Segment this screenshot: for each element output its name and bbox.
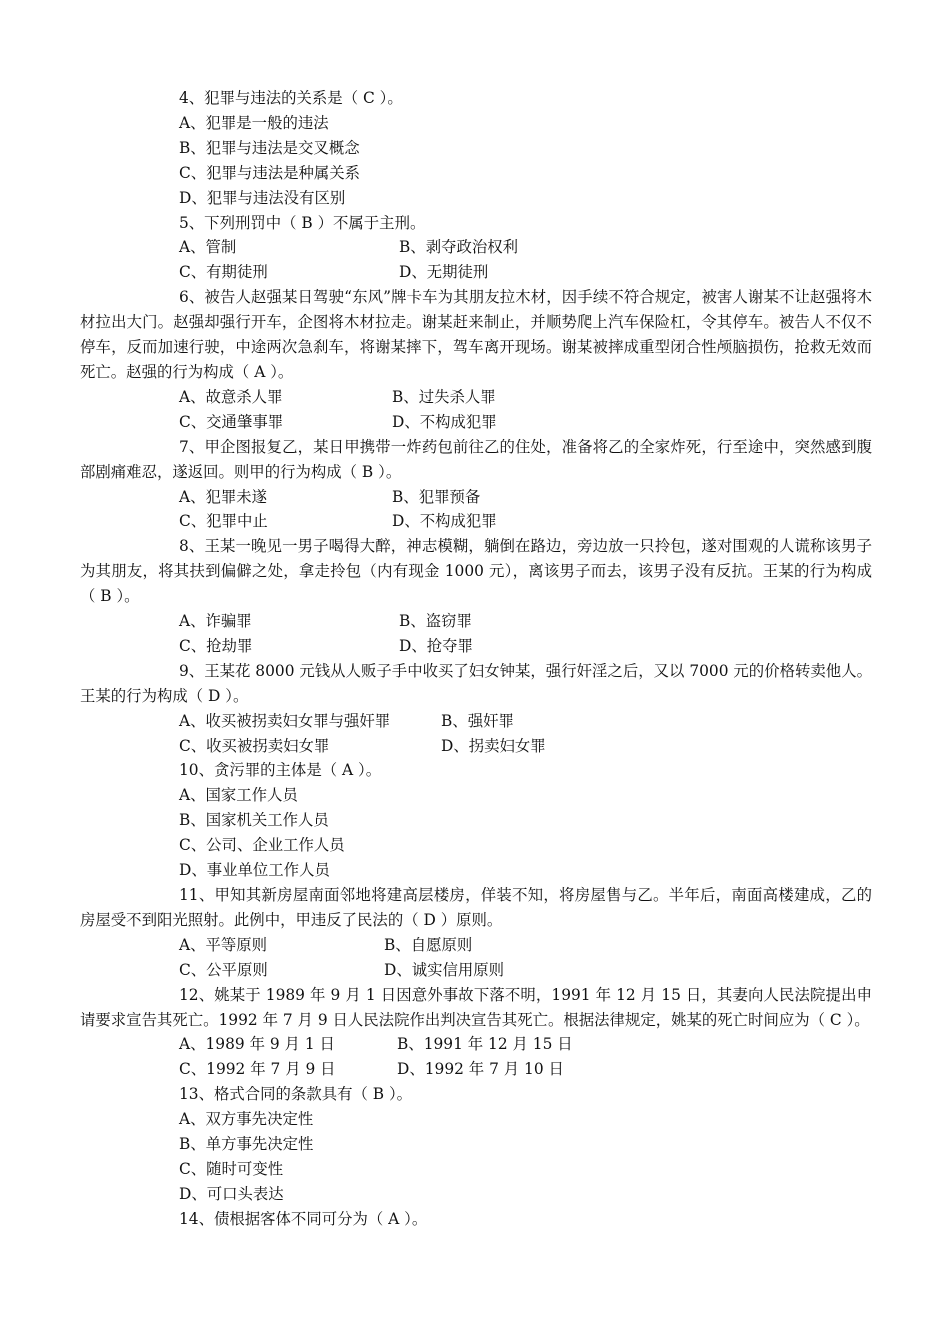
option: D、不构成犯罪 bbox=[392, 412, 497, 431]
option-row bbox=[179, 958, 872, 983]
question-stem: 10、贪污罪的主体是（ A ）。 bbox=[179, 761, 382, 780]
question-stem: 13、格式合同的条款具有（ B ）。 bbox=[179, 1085, 413, 1104]
option: D、诚实信用原则 bbox=[384, 960, 505, 979]
option: C、犯罪与违法是种属关系 bbox=[179, 163, 361, 182]
question-stem: 14、债根据客体不同可分为（ A ）。 bbox=[179, 1209, 428, 1228]
question-11 bbox=[80, 883, 872, 983]
option: A、犯罪未遂 bbox=[179, 487, 268, 506]
question-12 bbox=[80, 983, 872, 1083]
question-10 bbox=[80, 758, 872, 883]
option: C、犯罪中止 bbox=[179, 512, 268, 531]
option-row bbox=[179, 509, 872, 534]
option: C、随时可变性 bbox=[179, 1159, 284, 1178]
option: A、故意杀人罪 bbox=[179, 387, 283, 406]
question-9 bbox=[80, 659, 872, 759]
option-row bbox=[179, 385, 872, 410]
option-row bbox=[179, 235, 872, 260]
option: C、抢劫罪 bbox=[179, 636, 253, 655]
option: A、双方事先决定性 bbox=[179, 1110, 314, 1129]
question-list bbox=[80, 86, 872, 1232]
option: C、1992 年 7 月 9 日 bbox=[179, 1060, 336, 1079]
option: B、盗窃罪 bbox=[399, 612, 472, 631]
question-13 bbox=[80, 1082, 872, 1207]
option: D、犯罪与违法没有区别 bbox=[179, 188, 346, 207]
question-7 bbox=[80, 435, 872, 535]
question-14 bbox=[80, 1207, 872, 1232]
question-stem: 9、王某花 8000 元钱从人贩子手中收买了妇女钟某，强行奸淫之后，又以 7000 元的价格转卖他人。王某的行为构成（ D ）。 bbox=[80, 661, 872, 705]
option: A、管制 bbox=[179, 238, 237, 257]
option-row bbox=[179, 734, 872, 759]
question-stem: 11、甲知其新房屋南面邻地将建高层楼房，佯装不知，将房屋售与乙。半年后，南面高楼建成，乙的房屋受不到阳光照射。此例中，甲违反了民法的（ D ）原则。 bbox=[80, 886, 872, 929]
option: B、过失杀人罪 bbox=[392, 387, 496, 406]
option: A、诈骗罪 bbox=[179, 612, 252, 631]
question-stem: 12、姚某于 1989 年 9 月 1 日因意外事故下落不明，1991 年 12 月 15 日，其妻向人民法院提出申请要求宣告其死亡。1992 年 7 月 9 日人民法院作出判决宣告其死亡。根据法律规定，姚某的死亡时间应为（ C ）。 bbox=[80, 985, 872, 1029]
option-row bbox=[179, 609, 872, 634]
option: D、拐卖妇女罪 bbox=[441, 736, 546, 755]
option: B、单方事先决定性 bbox=[179, 1135, 314, 1154]
option: A、国家工作人员 bbox=[179, 786, 298, 805]
option: C、有期徒刑 bbox=[179, 263, 268, 282]
option: A、收买被拐卖妇女罪与强奸罪 bbox=[179, 711, 391, 730]
option: A、1989 年 9 月 1 日 bbox=[179, 1035, 335, 1054]
option: B、自愿原则 bbox=[384, 935, 473, 954]
option-row bbox=[179, 410, 872, 435]
option: B、犯罪预备 bbox=[392, 487, 481, 506]
option: B、犯罪与违法是交叉概念 bbox=[179, 138, 360, 157]
option-row bbox=[179, 485, 872, 510]
question-6 bbox=[80, 285, 872, 434]
option: D、可口头表达 bbox=[179, 1184, 284, 1203]
option-row bbox=[179, 1032, 872, 1057]
option-row bbox=[179, 260, 872, 285]
option: C、交通肇事罪 bbox=[179, 412, 284, 431]
option: B、1991 年 12 月 15 日 bbox=[397, 1035, 573, 1054]
option-row bbox=[179, 634, 872, 659]
option-row bbox=[179, 933, 872, 958]
option: B、强奸罪 bbox=[441, 711, 514, 730]
option-row bbox=[179, 709, 872, 734]
question-stem: 7、甲企图报复乙，某日甲携带一炸药包前往乙的住处，准备将乙的全家炸死，行至途中，突然感到腹部剧痛难忍，遂返回。则甲的行为构成（ B ）。 bbox=[80, 437, 872, 481]
option: A、平等原则 bbox=[179, 935, 268, 954]
option: D、抢夺罪 bbox=[399, 636, 473, 655]
question-stem: 5、下列刑罚中（ B ）不属于主刑。 bbox=[179, 213, 426, 232]
option: B、剥夺政治权利 bbox=[399, 238, 519, 257]
option: D、1992 年 7 月 10 日 bbox=[397, 1060, 564, 1079]
option: D、不构成犯罪 bbox=[392, 512, 497, 531]
option: D、无期徒刑 bbox=[399, 263, 489, 282]
option: D、事业单位工作人员 bbox=[179, 861, 330, 880]
option: A、犯罪是一般的违法 bbox=[179, 113, 329, 132]
question-stem: 4、犯罪与违法的关系是（ C ）。 bbox=[179, 89, 403, 107]
option-row bbox=[179, 1057, 872, 1082]
question-stem: 8、王某一晚见一男子喝得大醉，神志模糊，躺倒在路边，旁边放一只拎包，遂对围观的人谎称该男子为其朋友，将其扶到偏僻之处，拿走拎包（内有现金 1000 元），离该男子而去，该男子没有反抗。王某的行为构成（ B ）。 bbox=[80, 537, 872, 606]
question-stem: 6、被告人赵强某日驾驶“东风”牌卡车为其朋友拉木材，因手续不符合规定，被害人谢某不让赵强将木材拉出大门。赵强却强行开车，企图将木材拉走。谢某赶来制止，并顺势爬上汽车保险杠，令其停车。被告人不仅不停车，反而加速行驶，中途两次急刹车，将谢某摔下，驾车离开现场。谢某被摔成重型闭合性颅脑损伤，抢救无效而死亡。赵强的行为构成（ A ）。 bbox=[80, 288, 872, 381]
question-5 bbox=[80, 211, 872, 286]
option: C、公平原则 bbox=[179, 960, 268, 979]
option: C、收买被拐卖妇女罪 bbox=[179, 736, 330, 755]
option: B、国家机关工作人员 bbox=[179, 811, 329, 830]
question-8 bbox=[80, 534, 872, 659]
option: C、公司、企业工作人员 bbox=[179, 836, 345, 855]
question-4 bbox=[80, 86, 872, 211]
